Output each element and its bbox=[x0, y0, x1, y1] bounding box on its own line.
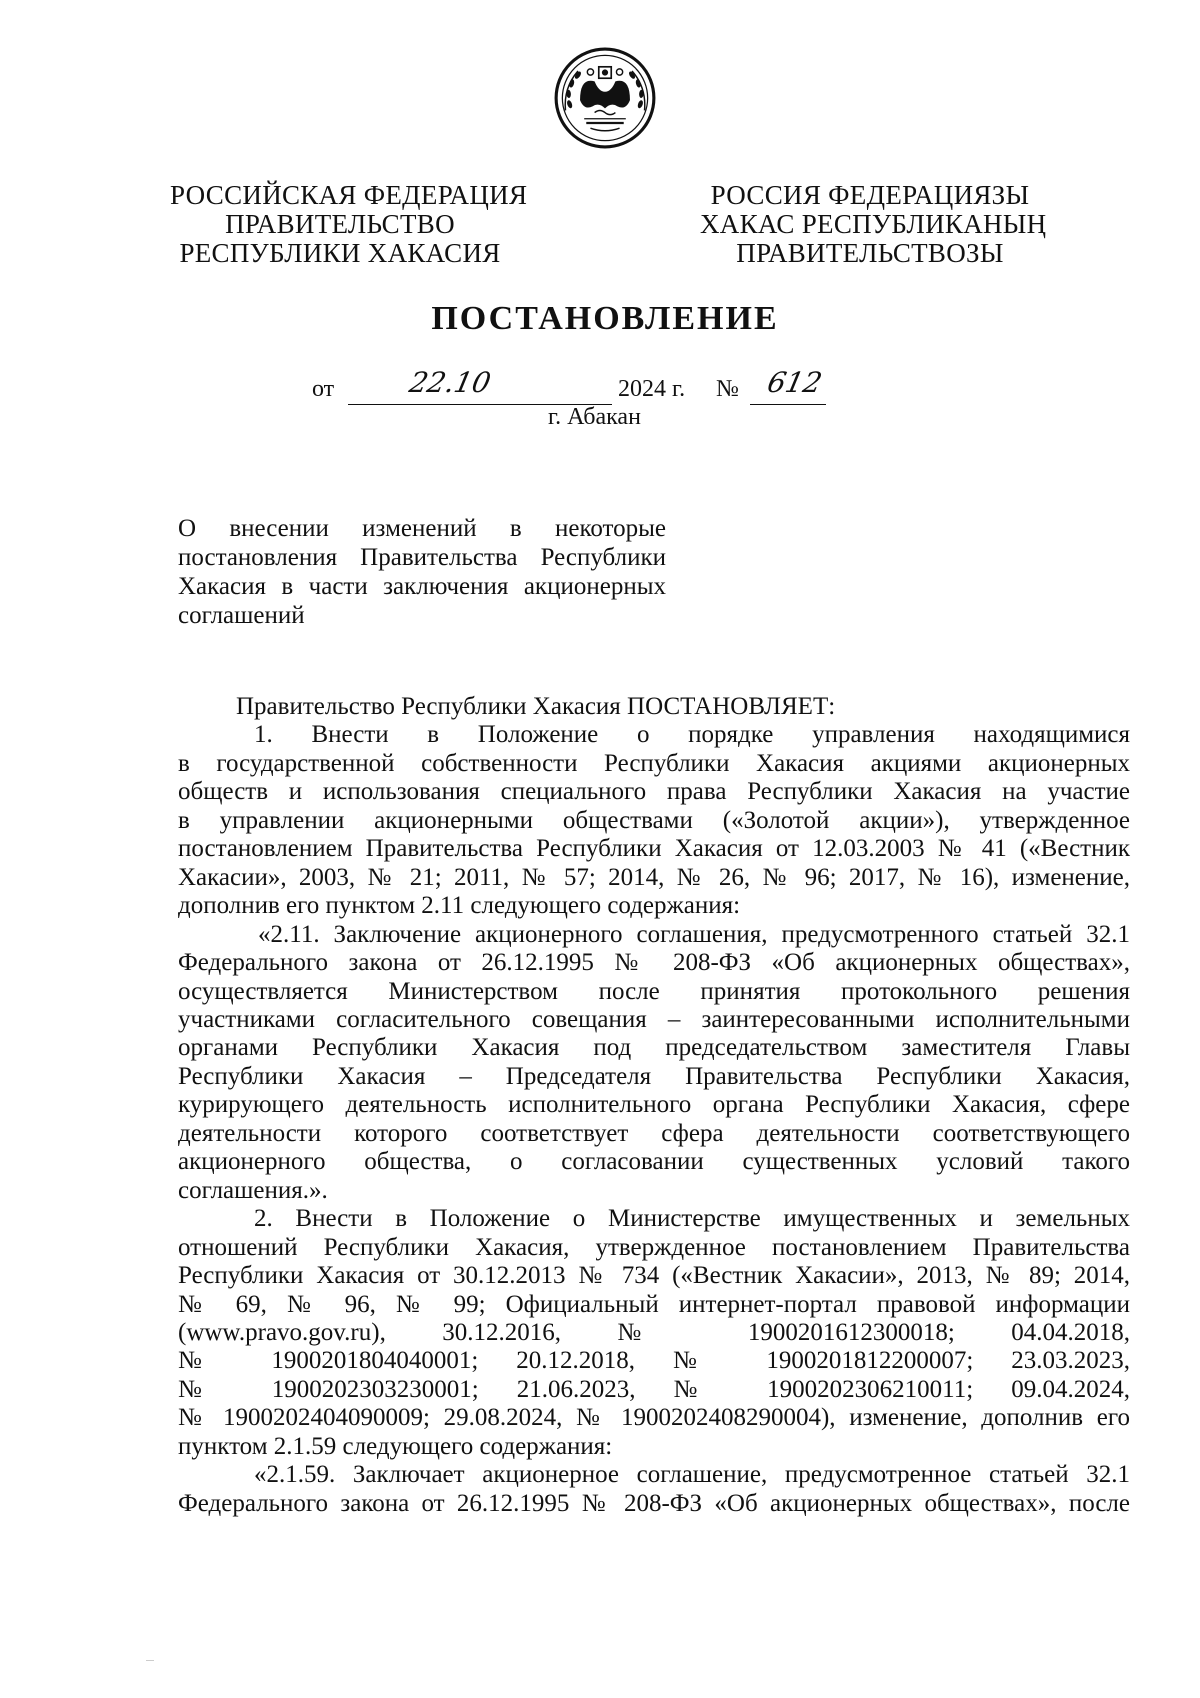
body-line: Федерального закона от 26.12.1995 № 208-ФЗ «Об акционерных обществах», bbox=[178, 949, 1130, 977]
body-line: «2.11. Заключение акционерного соглашения, предусмотренного статьей 32.1 bbox=[258, 920, 1130, 948]
body-line: обществ и использования специального права Республики Хакасия на участие bbox=[178, 778, 1130, 806]
body-line: в государственной собственности Республики Хакасия акциями акционерных bbox=[178, 749, 1130, 777]
body-line: в управлении акционерными обществами («Золотой акции»), утвержденное bbox=[178, 806, 1130, 834]
republic-emblem-icon bbox=[553, 46, 657, 150]
header-left-block bbox=[170, 180, 528, 268]
body-line: акционерного общества, о согласовании существенных условий такого bbox=[178, 1148, 1130, 1176]
body-line: Республики Хакасия от 30.12.2013 № 734 («Вестник Хакасии», 2013, № 89; 2014, bbox=[178, 1262, 1130, 1290]
body-line: деятельности которого соответствует сфера деятельности соответствующего bbox=[178, 1119, 1130, 1147]
number-label: № bbox=[716, 376, 739, 402]
body-line: Правительство Республики Хакасия ПОСТАНОВЛЯЕТ: bbox=[236, 693, 836, 720]
number-underline bbox=[750, 404, 826, 405]
handwritten-number: 612 bbox=[764, 366, 825, 399]
subject-line: постановления Правительства Республики bbox=[178, 544, 666, 571]
header-left-line: ПРАВИТЕЛЬСТВО bbox=[225, 209, 455, 239]
header-left-line: РЕСПУБЛИКИ ХАКАСИЯ bbox=[179, 238, 501, 268]
body-line: органами Республики Хакасия под председательством заместителя Главы bbox=[178, 1034, 1130, 1062]
body-line: 2. Внести в Положение о Министерстве имущественных и земельных bbox=[254, 1205, 1130, 1233]
document-subject bbox=[178, 514, 666, 630]
body-line: участниками согласительного совещания – заинтересованными исполнительными bbox=[178, 1005, 1130, 1033]
document-title: ПОСТАНОВЛЕНИЕ bbox=[431, 300, 779, 337]
body-line: Республики Хакасия – Председателя Правительства Республики Хакасия, bbox=[178, 1062, 1130, 1090]
body-line: 1. Внести в Положение о порядке управления находящимися bbox=[254, 721, 1130, 749]
body-line: Федерального закона от 26.12.1995 № 208-ФЗ «Об акционерных обществах», после bbox=[178, 1489, 1130, 1517]
city-label: г. Абакан bbox=[548, 404, 641, 430]
year-label: 2024 г. bbox=[618, 376, 686, 402]
header-right-line: ПРАВИТЕЛЬСТВОЗЫ bbox=[736, 238, 1004, 268]
subject-line: О внесении изменений в некоторые bbox=[178, 515, 666, 542]
header-right-block bbox=[700, 180, 1047, 268]
handwritten-date: 22.10 bbox=[406, 366, 494, 399]
header-left-line: РОССИЙСКАЯ ФЕДЕРАЦИЯ bbox=[170, 180, 528, 210]
body-line: пунктом 2.1.59 следующего содержания: bbox=[178, 1432, 613, 1460]
body-line: № 1900201804040001; 20.12.2018, № 1900201812200007; 23.03.2023, bbox=[178, 1347, 1130, 1375]
body-line: «2.1.59. Заключает акционерное соглашение, предусмотренное статьей 32.1 bbox=[254, 1461, 1130, 1489]
from-label: от bbox=[312, 376, 335, 402]
body-line: № 1900202303230001; 21.06.2023, № 1900202306210011; 09.04.2024, bbox=[178, 1375, 1130, 1403]
body-line: дополнив его пунктом 2.11 следующего содержания: bbox=[178, 892, 741, 920]
body-line: осуществляется Министерством после принятия протокольного решения bbox=[178, 977, 1130, 1005]
subject-line: Хакасия в части заключения акционерных bbox=[178, 573, 666, 600]
body-line: отношений Республики Хакасия, утвержденное постановлением Правительства bbox=[178, 1233, 1130, 1261]
header-right-line: ХАКАС РЕСПУБЛИКАНЫҢ bbox=[700, 209, 1047, 239]
body-line: (www.pravo.gov.ru), 30.12.2016, № 1900201612300018; 04.04.2018, bbox=[178, 1318, 1130, 1346]
document-body bbox=[178, 693, 1130, 1518]
subject-line: соглашений bbox=[178, 602, 305, 629]
scan-artifact bbox=[146, 1660, 154, 1661]
body-line: № 1900202404090009; 29.08.2024, № 1900202408290004), изменение, дополнив его bbox=[178, 1404, 1130, 1432]
header-right-line: РОССИЯ ФЕДЕРАЦИЯЗЫ bbox=[710, 180, 1030, 210]
body-line: соглашения.». bbox=[178, 1176, 328, 1204]
body-line: постановлением Правительства Республики Хакасия от 12.03.2003 № 41 («Вестник bbox=[178, 835, 1130, 863]
body-line: Хакасии», 2003, № 21; 2011, № 57; 2014, № 26, № 96; 2017, № 16), изменение, bbox=[178, 863, 1130, 891]
body-line: курирующего деятельность исполнительного органа Республики Хакасия, сфере bbox=[178, 1091, 1130, 1119]
body-line: № 69, № 96, № 99; Официальный интернет-портал правовой информации bbox=[178, 1290, 1130, 1318]
